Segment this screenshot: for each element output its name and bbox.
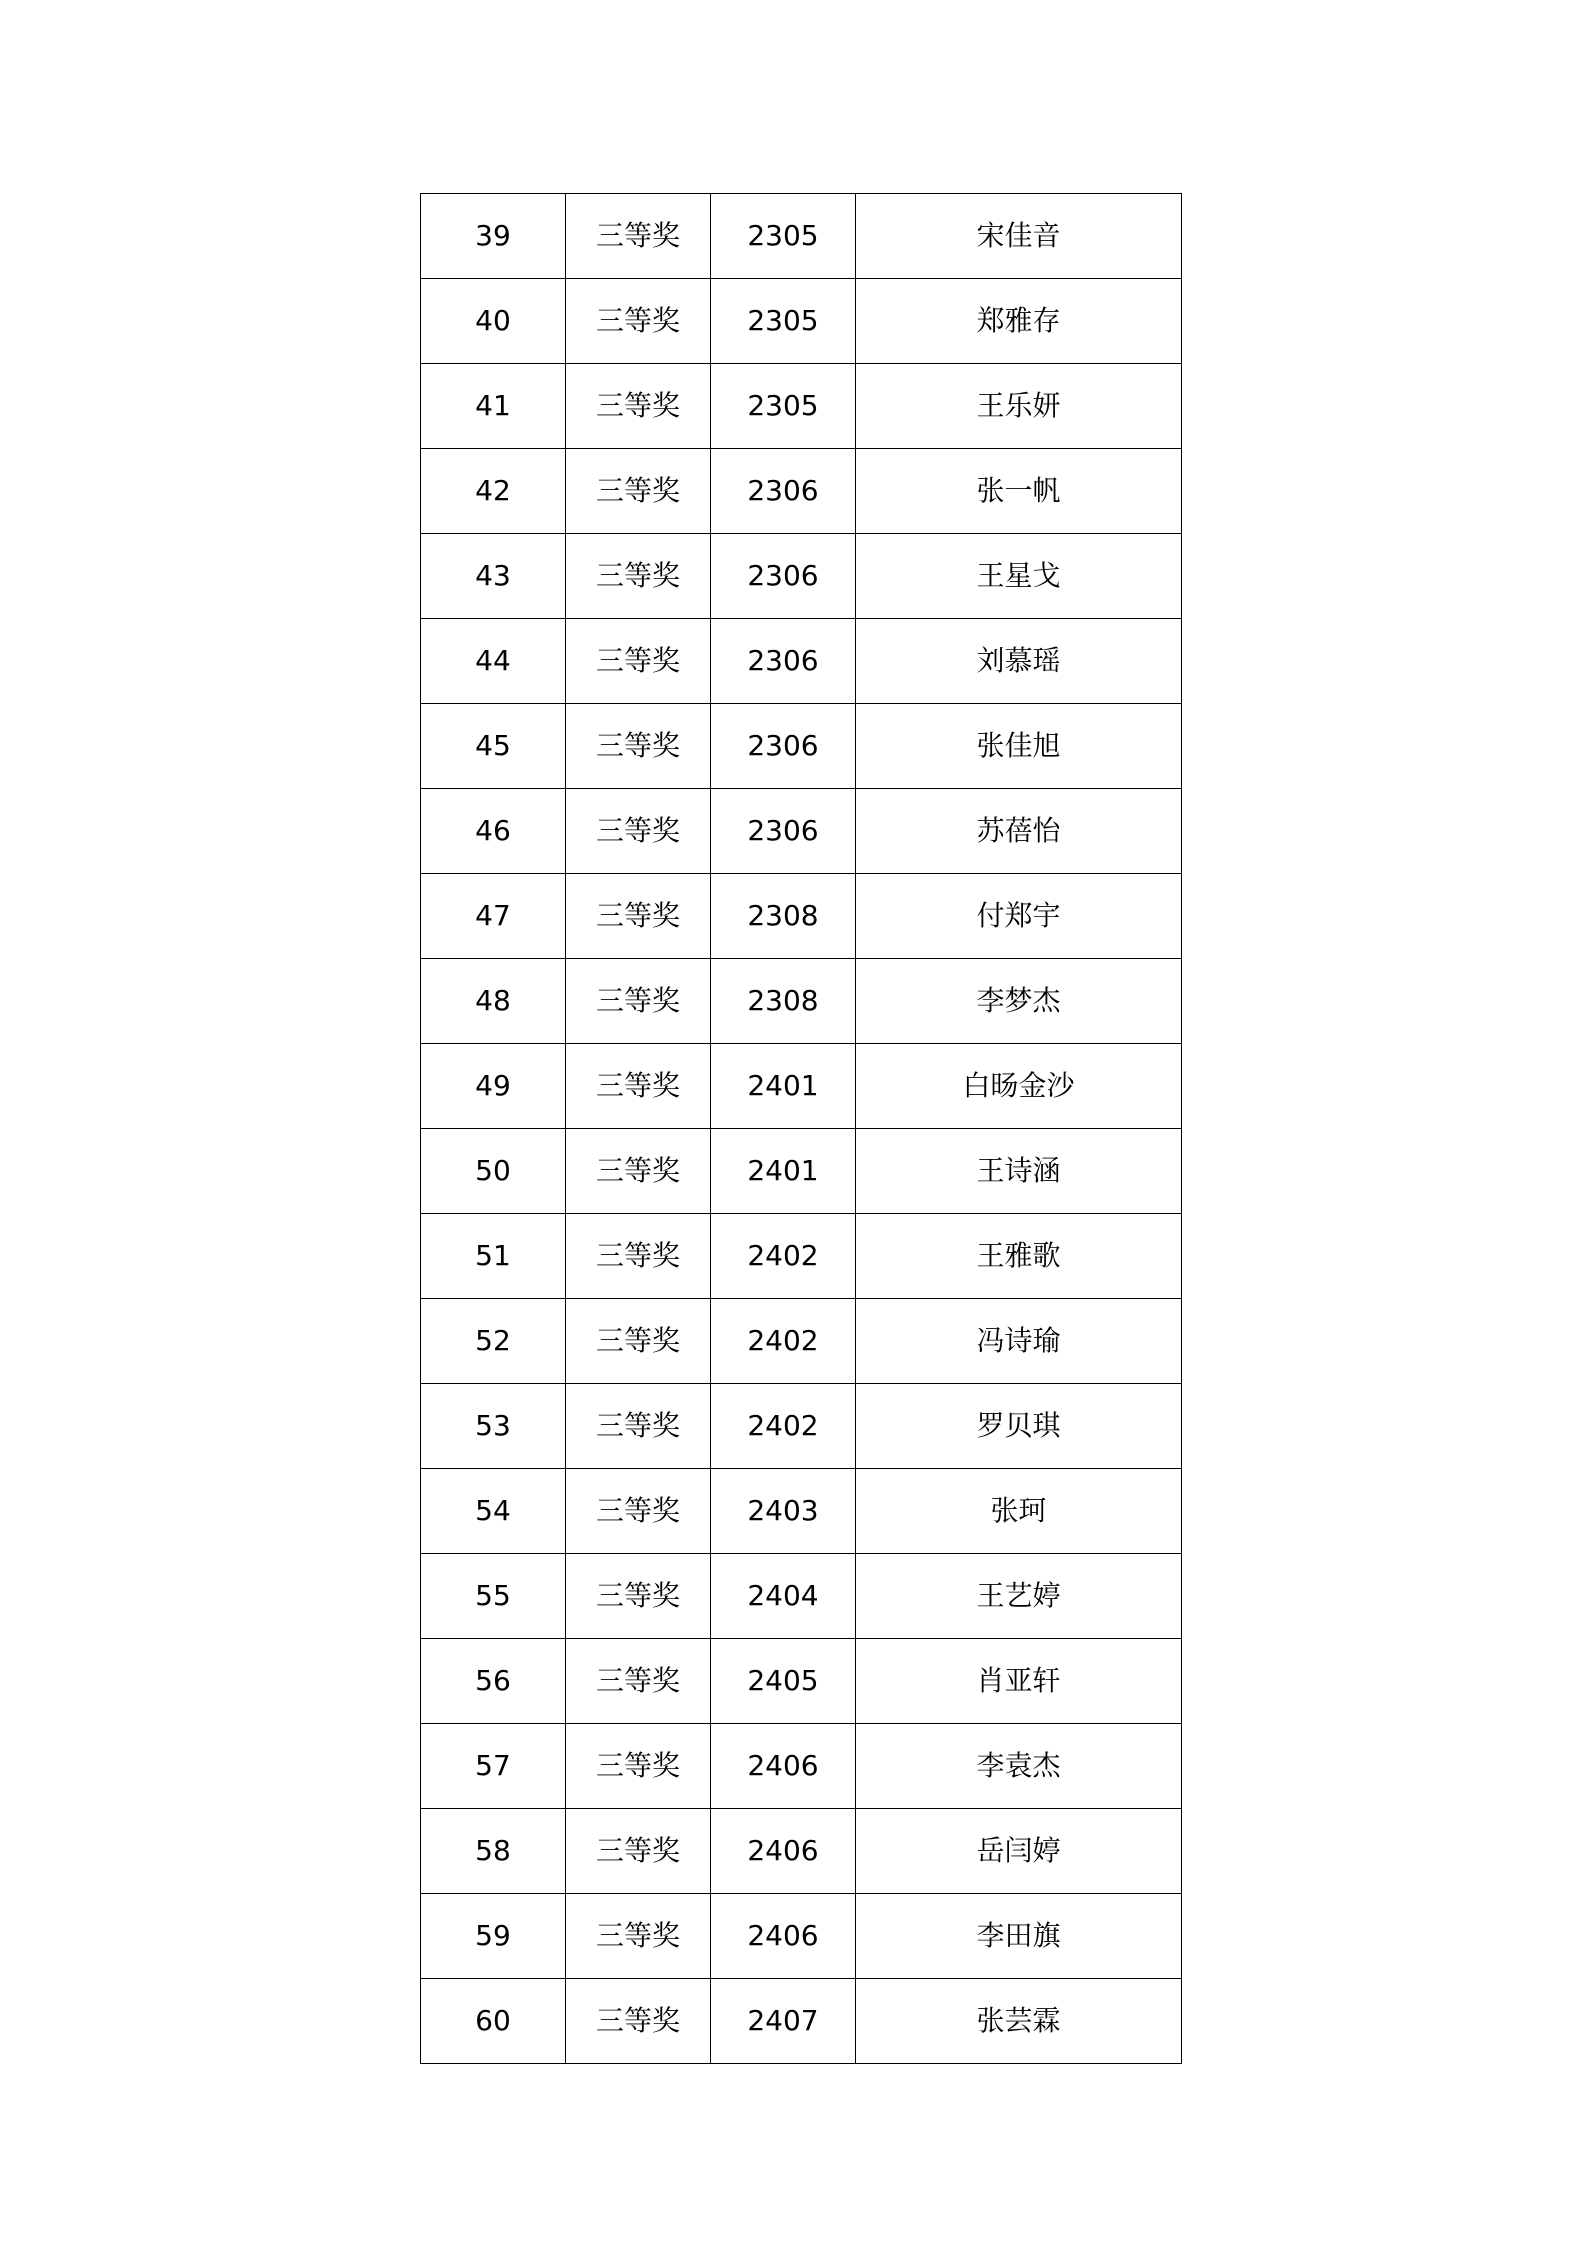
class-number-cell: 2406 — [711, 1809, 856, 1894]
award-list-body — [421, 194, 1182, 2064]
table-row — [421, 1384, 1182, 1469]
student-name-cell: 王雅歌 — [856, 1214, 1182, 1299]
award-level-cell: 三等奖 — [566, 1724, 711, 1809]
row-index-cell: 47 — [421, 874, 566, 959]
row-index-cell: 44 — [421, 619, 566, 704]
row-index-cell: 58 — [421, 1809, 566, 1894]
class-number-cell: 2305 — [711, 364, 856, 449]
class-number-cell: 2402 — [711, 1384, 856, 1469]
student-name-cell: 苏蓓怡 — [856, 789, 1182, 874]
row-index-cell: 40 — [421, 279, 566, 364]
row-index-cell: 57 — [421, 1724, 566, 1809]
table-row — [421, 534, 1182, 619]
table-row — [421, 279, 1182, 364]
student-name-cell: 李田旗 — [856, 1894, 1182, 1979]
student-name-cell: 罗贝琪 — [856, 1384, 1182, 1469]
table-row — [421, 704, 1182, 789]
row-index-cell: 49 — [421, 1044, 566, 1129]
table-row — [421, 959, 1182, 1044]
award-level-cell: 三等奖 — [566, 1554, 711, 1639]
row-index-cell: 56 — [421, 1639, 566, 1724]
class-number-cell: 2306 — [711, 704, 856, 789]
row-index-cell: 51 — [421, 1214, 566, 1299]
award-level-cell: 三等奖 — [566, 1979, 711, 2064]
class-number-cell: 2308 — [711, 959, 856, 1044]
table-row — [421, 1044, 1182, 1129]
row-index-cell: 54 — [421, 1469, 566, 1554]
student-name-cell: 岳闫婷 — [856, 1809, 1182, 1894]
student-name-cell: 张珂 — [856, 1469, 1182, 1554]
table-row — [421, 364, 1182, 449]
row-index-cell: 60 — [421, 1979, 566, 2064]
row-index-cell: 43 — [421, 534, 566, 619]
student-name-cell: 肖亚轩 — [856, 1639, 1182, 1724]
table-row — [421, 1129, 1182, 1214]
award-level-cell: 三等奖 — [566, 279, 711, 364]
award-level-cell: 三等奖 — [566, 874, 711, 959]
student-name-cell: 李袁杰 — [856, 1724, 1182, 1809]
row-index-cell: 48 — [421, 959, 566, 1044]
class-number-cell: 2401 — [711, 1129, 856, 1214]
row-index-cell: 41 — [421, 364, 566, 449]
table-row — [421, 1809, 1182, 1894]
student-name-cell: 宋佳音 — [856, 194, 1182, 279]
class-number-cell: 2306 — [711, 619, 856, 704]
table-row — [421, 449, 1182, 534]
class-number-cell: 2306 — [711, 534, 856, 619]
student-name-cell: 王乐妍 — [856, 364, 1182, 449]
table-row — [421, 1469, 1182, 1554]
class-number-cell: 2402 — [711, 1214, 856, 1299]
row-index-cell: 39 — [421, 194, 566, 279]
student-name-cell: 张芸霖 — [856, 1979, 1182, 2064]
student-name-cell: 王星戈 — [856, 534, 1182, 619]
student-name-cell: 张佳旭 — [856, 704, 1182, 789]
award-level-cell: 三等奖 — [566, 534, 711, 619]
class-number-cell: 2404 — [711, 1554, 856, 1639]
table-row — [421, 619, 1182, 704]
student-name-cell: 王诗涵 — [856, 1129, 1182, 1214]
class-number-cell: 2305 — [711, 279, 856, 364]
student-name-cell: 郑雅存 — [856, 279, 1182, 364]
class-number-cell: 2306 — [711, 789, 856, 874]
row-index-cell: 46 — [421, 789, 566, 874]
row-index-cell: 52 — [421, 1299, 566, 1384]
table-row — [421, 194, 1182, 279]
award-level-cell: 三等奖 — [566, 1129, 711, 1214]
row-index-cell: 42 — [421, 449, 566, 534]
award-level-cell: 三等奖 — [566, 1044, 711, 1129]
class-number-cell: 2305 — [711, 194, 856, 279]
table-row — [421, 1979, 1182, 2064]
table-row — [421, 789, 1182, 874]
student-name-cell: 王艺婷 — [856, 1554, 1182, 1639]
award-level-cell: 三等奖 — [566, 959, 711, 1044]
award-level-cell: 三等奖 — [566, 1384, 711, 1469]
class-number-cell: 2407 — [711, 1979, 856, 2064]
award-level-cell: 三等奖 — [566, 364, 711, 449]
award-level-cell: 三等奖 — [566, 194, 711, 279]
table-row — [421, 1214, 1182, 1299]
award-level-cell: 三等奖 — [566, 1894, 711, 1979]
award-level-cell: 三等奖 — [566, 619, 711, 704]
award-level-cell: 三等奖 — [566, 1809, 711, 1894]
table-row — [421, 1299, 1182, 1384]
row-index-cell: 45 — [421, 704, 566, 789]
award-level-cell: 三等奖 — [566, 1639, 711, 1724]
class-number-cell: 2403 — [711, 1469, 856, 1554]
student-name-cell: 张一帆 — [856, 449, 1182, 534]
student-name-cell: 白旸金沙 — [856, 1044, 1182, 1129]
class-number-cell: 2308 — [711, 874, 856, 959]
table-row — [421, 1554, 1182, 1639]
table-row — [421, 874, 1182, 959]
award-level-cell: 三等奖 — [566, 449, 711, 534]
class-number-cell: 2406 — [711, 1894, 856, 1979]
award-level-cell: 三等奖 — [566, 789, 711, 874]
student-name-cell: 付郑宇 — [856, 874, 1182, 959]
class-number-cell: 2405 — [711, 1639, 856, 1724]
class-number-cell: 2402 — [711, 1299, 856, 1384]
table-row — [421, 1639, 1182, 1724]
row-index-cell: 50 — [421, 1129, 566, 1214]
award-level-cell: 三等奖 — [566, 1214, 711, 1299]
award-list-table — [420, 193, 1182, 2064]
row-index-cell: 59 — [421, 1894, 566, 1979]
award-level-cell: 三等奖 — [566, 1469, 711, 1554]
student-name-cell: 刘慕瑶 — [856, 619, 1182, 704]
table-row — [421, 1894, 1182, 1979]
award-level-cell: 三等奖 — [566, 704, 711, 789]
row-index-cell: 55 — [421, 1554, 566, 1639]
row-index-cell: 53 — [421, 1384, 566, 1469]
class-number-cell: 2406 — [711, 1724, 856, 1809]
table-row — [421, 1724, 1182, 1809]
award-level-cell: 三等奖 — [566, 1299, 711, 1384]
student-name-cell: 李梦杰 — [856, 959, 1182, 1044]
student-name-cell: 冯诗瑜 — [856, 1299, 1182, 1384]
class-number-cell: 2401 — [711, 1044, 856, 1129]
class-number-cell: 2306 — [711, 449, 856, 534]
